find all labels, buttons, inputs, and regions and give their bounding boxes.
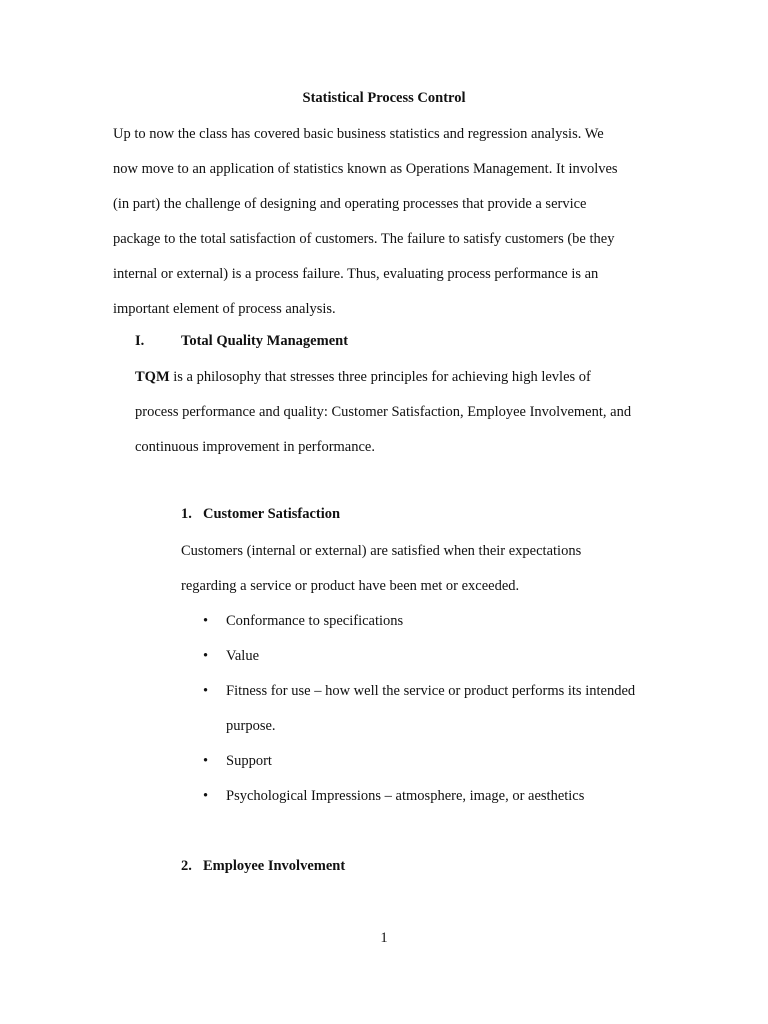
bullet-text: Value [226,648,260,664]
bullet-icon: • [203,753,209,769]
bullet-icon: • [203,648,209,664]
intro-line: package to the total satisfaction of customers. The failure to satisfy customers (be they [113,231,615,247]
subsection-heading-text: Employee Involvement [203,858,346,874]
intro-line: (in part) the challenge of designing and operating processes that provide a service [113,196,587,212]
subsection-number: 1. [181,506,192,522]
list-item [203,681,683,751]
intro-line: Up to now the class has covered basic business statistics and regression analysis. We [113,126,604,142]
tqm-line1-rest: is a philosophy that stresses three principles for achieving high levles of [169,369,591,385]
tqm-line: continuous improvement in performance. [135,439,375,455]
section-heading-text: Total Quality Management [181,333,349,349]
bullet-text: Fitness for use – how well the service or product performs its intended [226,683,636,699]
bullet-text: Support [226,753,272,769]
subsection-heading-employee-involvement [181,858,345,875]
bullet-text-continuation: purpose. [226,718,276,734]
cs-line: Customers (internal or external) are satisfied when their expectations [181,543,582,559]
bullet-icon: • [203,788,209,804]
bullet-text: Psychological Impressions – atmosphere, image, or aesthetics [226,788,585,804]
section-heading-tqm [135,333,348,350]
intro-paragraph [113,124,673,334]
tqm-line: process performance and quality: Customer Satisfaction, Employee Involvement, and [135,404,632,420]
bullet-text: Conformance to specifications [226,613,404,629]
document-title: Statistical Process Control [302,90,466,106]
customer-satisfaction-paragraph [181,541,681,611]
tqm-line [135,367,675,402]
intro-line: now move to an application of statistics known as Operations Management. It involves [113,161,618,177]
subsection-heading-customer-satisfaction [181,506,340,523]
list-item [203,786,683,821]
tqm-paragraph [135,367,675,472]
list-item [203,611,683,646]
intro-line: internal or external) is a process failure. Thus, evaluating process performance is an [113,266,599,282]
page-number: 1 [380,930,388,946]
list-item [203,646,683,681]
intro-line: important element of process analysis. [113,301,336,317]
subsection-number: 2. [181,858,192,874]
list-item [203,751,683,786]
customer-satisfaction-bullets [203,611,683,821]
subsection-heading-text: Customer Satisfaction [203,506,341,522]
tqm-term: TQM [135,369,170,385]
cs-line: regarding a service or product have been met or exceeded. [181,578,520,594]
bullet-icon: • [203,683,209,699]
bullet-icon: • [203,613,209,629]
section-numeral: I. [135,333,145,349]
